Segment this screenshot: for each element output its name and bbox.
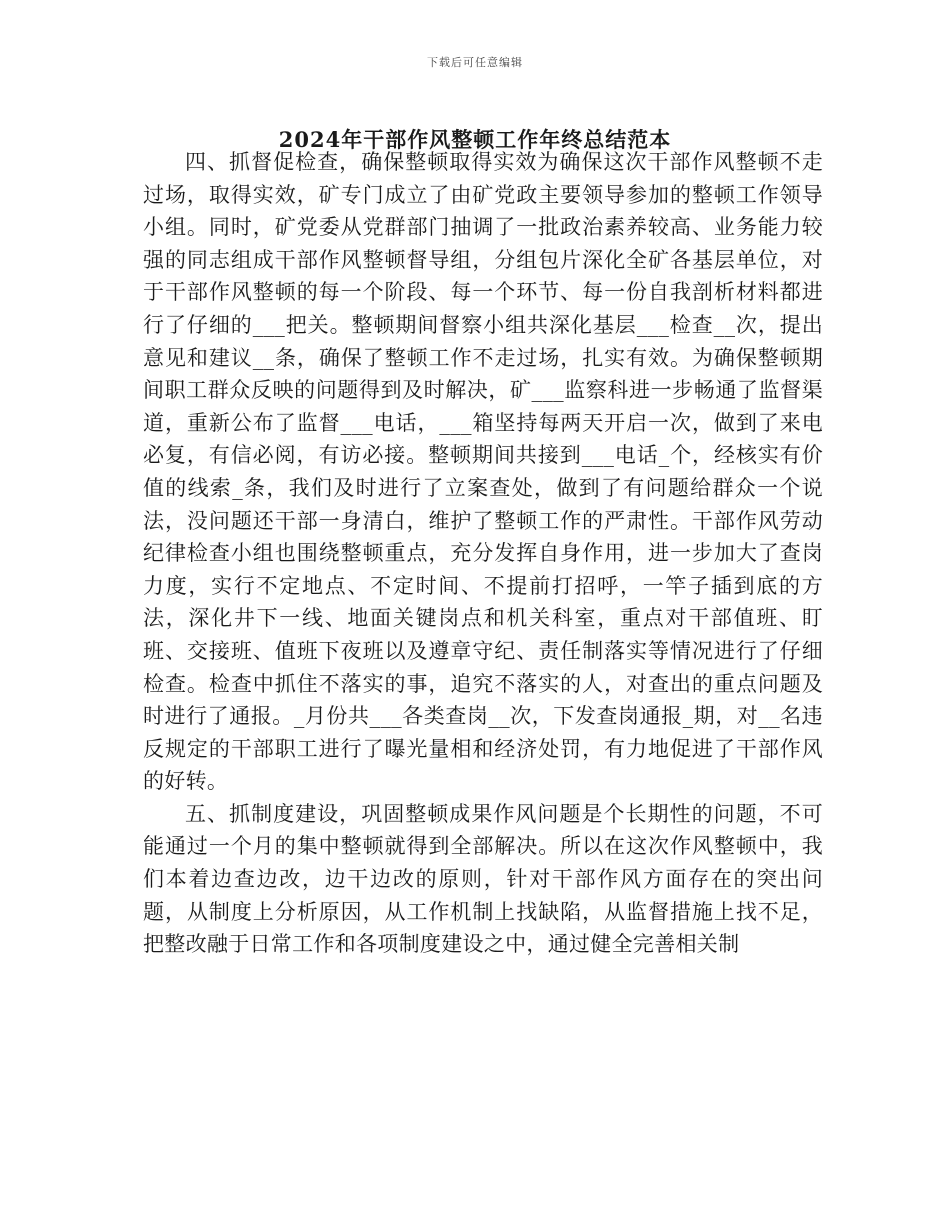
paragraph: 五、抓制度建设，巩固整顿成果作风问题是个长期性的问题，不可能通过一个月的集中整顿就得到全部解决。所以在这次作风整顿中，我们本着边查边改，边干边改的原则，针对干部作风方面存在的突出问题，从制度上分析原因，从工作机制上找缺陷，从监督措施上找不足，把整改融于日常工作和各项制度建设之中，通过健全完善相关制 (143, 801, 823, 957)
paragraph: 四、抓督促检查，确保整顿取得实效为确保这次干部作风整顿不走过场，取得实效，矿专门成立了由矿党政主要领导参加的整顿工作领导小组。同时，矿党委从党群部门抽调了一批政治素养较高、业务能力较强的同志组成干部作风整顿督导组，分组包片深化全矿各基层单位，对于干部作风整顿的每一个阶段、每一个环节、每一份自我剖析材料都进行了仔细的___把关。整顿期间督察小组共深化基层___检查__次，提出意见和建议__条，确保了整顿工作不走过场，扎实有效。为确保整顿期间职工群众反映的问题得到及时解决，矿___监察科进一步畅通了监督渠道，重新公布了监督___电话，___箱坚持每两天开启一次，做到了来电必复，有信必阅，有访必接。整顿期间共接到___电话_个，经核实有价值的线索_条，我们及时进行了立案查处，做到了有问题给群众一个说法，没问题还干部一身清白，维护了整顿工作的严肃性。干部作风劳动纪律检查小组也围绕整顿重点，充分发挥自身作用，进一步加大了查岗力度，实行不定地点、不定时间、不提前打招呼，一竿子插到底的方法，深化井下一线、地面关键岗点和机关科室，重点对干部值班、盯班、交接班、值班下夜班以及遵章守纪、责任制落实等情况进行了仔细检查。检查中抓住不落实的事，追究不落实的人，对查出的重点问题及时进行了通报。_月份共___各类查岗__次，下发查岗通报_期，对__名违反规定的干部职工进行了曝光量相和经济处罚，有力地促进了干部作风的好转。 (143, 150, 823, 794)
document-body (143, 146, 823, 961)
header-note: 下载后可任意编辑 (427, 56, 523, 69)
document-title: 2024年干部作风整顿工作年终总结范本 (278, 127, 672, 152)
